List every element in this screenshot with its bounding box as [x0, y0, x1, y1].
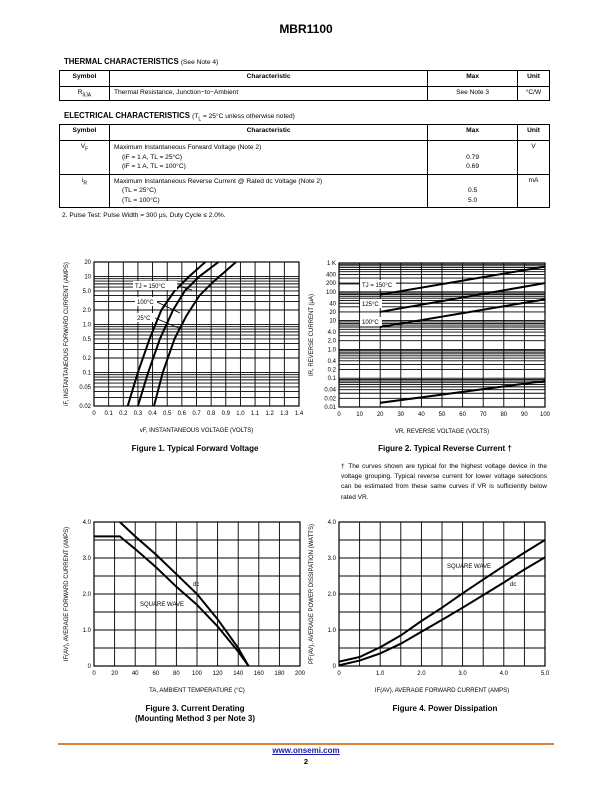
- x-tick-label: 20: [376, 412, 384, 418]
- x-tick-label: 20: [111, 671, 118, 677]
- x-tick-label: 30: [397, 412, 405, 418]
- x-tick-label: 90: [521, 412, 528, 418]
- y-tick-label: 100: [325, 289, 336, 296]
- x-tick-label: 10: [356, 412, 363, 418]
- header-symbol: Symbol: [60, 71, 110, 87]
- x-tick-label: 80: [500, 412, 508, 418]
- x-tick-label: 4.0: [499, 671, 508, 677]
- figure4-caption: Figure 4. Power Dissipation: [392, 704, 498, 713]
- characteristic-cell: Thermal Resistance, Junction−to−Ambient: [109, 87, 427, 101]
- electrical-title: ELECTRICAL CHARACTERISTICS: [64, 111, 190, 120]
- page-title: MBR1100: [279, 22, 333, 36]
- x-tick-label: 100: [539, 412, 551, 418]
- y-tick-label: 2.0: [82, 308, 91, 314]
- figure3-chart: [64, 520, 306, 694]
- header-max: Max: [428, 125, 518, 141]
- curve-label: SQUARE WAVE: [447, 564, 492, 570]
- max-cell: 0.79 0.69: [428, 141, 518, 175]
- x-axis-label: VR, REVERSE VOLTAGE (VOLTS): [394, 429, 490, 435]
- x-tick-label: 0.4: [148, 411, 157, 417]
- max-cell: 0.5 5.0: [428, 174, 518, 208]
- x-tick-label: 0.1: [104, 411, 113, 417]
- x-tick-label: 0: [92, 411, 96, 417]
- thermal-title: THERMAL CHARACTERISTICS: [64, 57, 179, 66]
- y-tick-label: 0.02: [324, 396, 336, 403]
- header-max: Max: [428, 71, 518, 87]
- electrical-note: ($T_L = 25^\circ C$ unless otherwise noted): [192, 113, 295, 123]
- y-tick-label: 0: [87, 664, 91, 670]
- x-tick-label: 100: [191, 671, 203, 677]
- header-symbol: Symbol: [60, 125, 110, 141]
- x-tick-label: 5.0: [540, 671, 550, 677]
- y-axis-label: PF(AV), AVERAGE POWER DISSIPATION (WATTS): [309, 524, 315, 664]
- y-tick-label: 0.02: [79, 404, 91, 410]
- figure2-chart: [309, 261, 551, 435]
- figure1-chart: [64, 260, 304, 434]
- unit-cell: mA: [517, 174, 549, 208]
- y-axis-label: IF(AV), AVERAGE FORWARD CURRENT (AMPS): [64, 526, 70, 662]
- figure1-caption: Figure 1. Typical Forward Voltage: [131, 444, 259, 453]
- y-tick-label: 1 K: [326, 261, 336, 267]
- x-tick-label: 1.3: [280, 411, 289, 417]
- y-tick-label: 0.05: [79, 384, 91, 391]
- x-tick-label: 0.2: [119, 411, 128, 417]
- y-tick-label: 3.0: [327, 556, 336, 562]
- x-tick-label: 60: [459, 412, 466, 418]
- unit-cell: °C/W: [518, 87, 550, 101]
- y-tick-label: 0.2: [82, 356, 91, 362]
- max-cell: See Note 3: [428, 87, 518, 101]
- x-tick-label: 3.0: [458, 671, 467, 677]
- x-tick-label: 0.5: [163, 411, 172, 417]
- y-tick-label: 0.04: [324, 387, 336, 394]
- figure2-caption: Figure 2. Typical Reverse Current †: [378, 444, 512, 453]
- curve-label: TJ = 150°C: [362, 283, 393, 289]
- y-tick-label: 20: [84, 260, 91, 266]
- y-tick-label: 3.0: [82, 556, 91, 562]
- x-tick-label: 40: [131, 671, 139, 677]
- x-tick-label: 60: [152, 671, 160, 677]
- x-tick-label: 120: [212, 671, 223, 677]
- y-tick-label: 0.01: [324, 405, 336, 411]
- y-tick-label: 1.0: [327, 628, 336, 634]
- pulse-test-footnote: 2. Pulse Test: Pulse Width = 300 μs, Duty Cycle ≤ 2.0%.: [62, 212, 226, 219]
- x-tick-label: 0.9: [221, 411, 230, 417]
- x-tick-label: 140: [233, 671, 244, 677]
- y-tick-label: 0.1: [82, 370, 91, 377]
- curve-label: 125°C: [362, 302, 379, 308]
- x-tick-label: 1.2: [265, 411, 274, 417]
- footer-rule: [58, 743, 554, 745]
- x-tick-label: 180: [274, 671, 285, 677]
- characteristic-cell: Maximum Instantaneous Forward Voltage (Note 2) (iF = 1 A, TL = 25°C) (iF = 1 A, TL = 100°C): [109, 141, 427, 175]
- y-tick-label: 2.0: [327, 592, 336, 598]
- header-unit: Unit: [517, 125, 549, 141]
- curve-label: TJ = 150°C: [135, 284, 166, 290]
- x-tick-label: 200: [294, 671, 306, 677]
- y-tick-label: 400: [325, 272, 336, 279]
- x-tick-label: 2.0: [417, 671, 426, 677]
- characteristic-cell: Maximum Instantaneous Reverse Current @ Rated dc Voltage (Note 2) (TL = 25°C) (TL = 100°C): [109, 174, 427, 208]
- curve-label: SQUARE WAVE: [140, 602, 185, 608]
- y-tick-label: 1.0: [82, 628, 91, 634]
- y-tick-label: 0.5: [82, 336, 91, 343]
- curve-label: dc: [510, 582, 517, 588]
- header-characteristic: Characteristic: [109, 125, 427, 141]
- x-tick-label: 1.0: [236, 411, 245, 417]
- curve-label: 100°C: [362, 320, 379, 326]
- x-tick-label: 40: [418, 412, 425, 418]
- y-tick-label: 40: [329, 301, 336, 308]
- x-tick-label: 0: [337, 671, 341, 677]
- y-tick-label: 0: [332, 664, 336, 670]
- y-tick-label: 200: [325, 281, 336, 288]
- x-tick-label: 1.4: [294, 411, 304, 417]
- y-tick-label: 2.0: [327, 338, 336, 345]
- curve-label: dc: [193, 582, 200, 588]
- x-axis-label: IF(AV), AVERAGE FORWARD CURRENT (AMPS): [374, 688, 510, 694]
- y-tick-label: 4.0: [327, 330, 336, 337]
- y-tick-label: 0.2: [327, 367, 336, 374]
- y-tick-label: 4.0: [327, 520, 336, 526]
- x-tick-label: 160: [253, 671, 264, 677]
- x-tick-label: 1.0: [376, 671, 385, 677]
- x-tick-label: 80: [173, 671, 180, 677]
- curve-label: 25°C: [137, 316, 151, 322]
- x-tick-label: 0: [92, 671, 96, 677]
- page-number: 2: [303, 757, 309, 766]
- y-axis-label: iF, INSTANTANEOUS FORWARD CURRENT (AMPS): [64, 262, 70, 406]
- reverse-current-note: † The curves shown are typical for the highest voltage device in the voltage grouping. Typical reverse current for lower voltage selections can be estimated from these same curves if VR is sufficiently below rated VR.: [341, 463, 547, 501]
- curve-label: 100°C: [137, 300, 154, 306]
- x-tick-label: 0: [337, 412, 341, 418]
- y-tick-label: 4.0: [82, 520, 91, 526]
- symbol-cell: $V_F$: [60, 141, 110, 175]
- figure4-chart: [309, 520, 550, 694]
- y-tick-label: 0.1: [327, 376, 336, 383]
- y-tick-label: 20: [329, 309, 336, 316]
- x-tick-label: 0.3: [133, 411, 143, 417]
- y-tick-label: 2.0: [82, 592, 91, 598]
- x-tick-label: 0.6: [177, 411, 187, 417]
- x-tick-label: 70: [479, 412, 487, 418]
- x-tick-label: 0.7: [192, 411, 201, 417]
- x-axis-label: vF, INSTANTANEOUS VOLTAGE (VOLTS): [139, 428, 254, 434]
- thermal-note: (See Note 4): [180, 59, 219, 66]
- y-tick-label: 1.0: [327, 347, 336, 354]
- y-tick-label: 5.0: [82, 288, 91, 295]
- figure3-caption: Figure 3. Current Derating: [145, 704, 245, 713]
- unit-cell: V: [517, 141, 549, 175]
- y-tick-label: 10: [84, 274, 91, 281]
- y-axis-label: IR, REVERSE CURRENT (μA): [309, 293, 315, 377]
- y-tick-label: 0.4: [327, 358, 336, 365]
- symbol-cell: $R_{\theta JA}$: [60, 87, 110, 101]
- figure3-subtitle: (Mounting Method 3 per Note 3): [135, 714, 255, 723]
- y-tick-label: 10: [329, 318, 336, 325]
- symbol-cell: $i_R$: [60, 174, 110, 208]
- header-unit: Unit: [518, 71, 550, 87]
- x-tick-label: 0.8: [206, 411, 216, 417]
- x-tick-label: 1.1: [250, 411, 260, 417]
- x-tick-label: 50: [438, 412, 446, 418]
- header-characteristic: Characteristic: [109, 71, 427, 87]
- y-tick-label: 1.0: [82, 322, 91, 329]
- footer-link[interactable]: www.onsemi.com: [272, 746, 340, 755]
- x-axis-label: TA, AMBIENT TEMPERATURE (°C): [149, 688, 245, 694]
